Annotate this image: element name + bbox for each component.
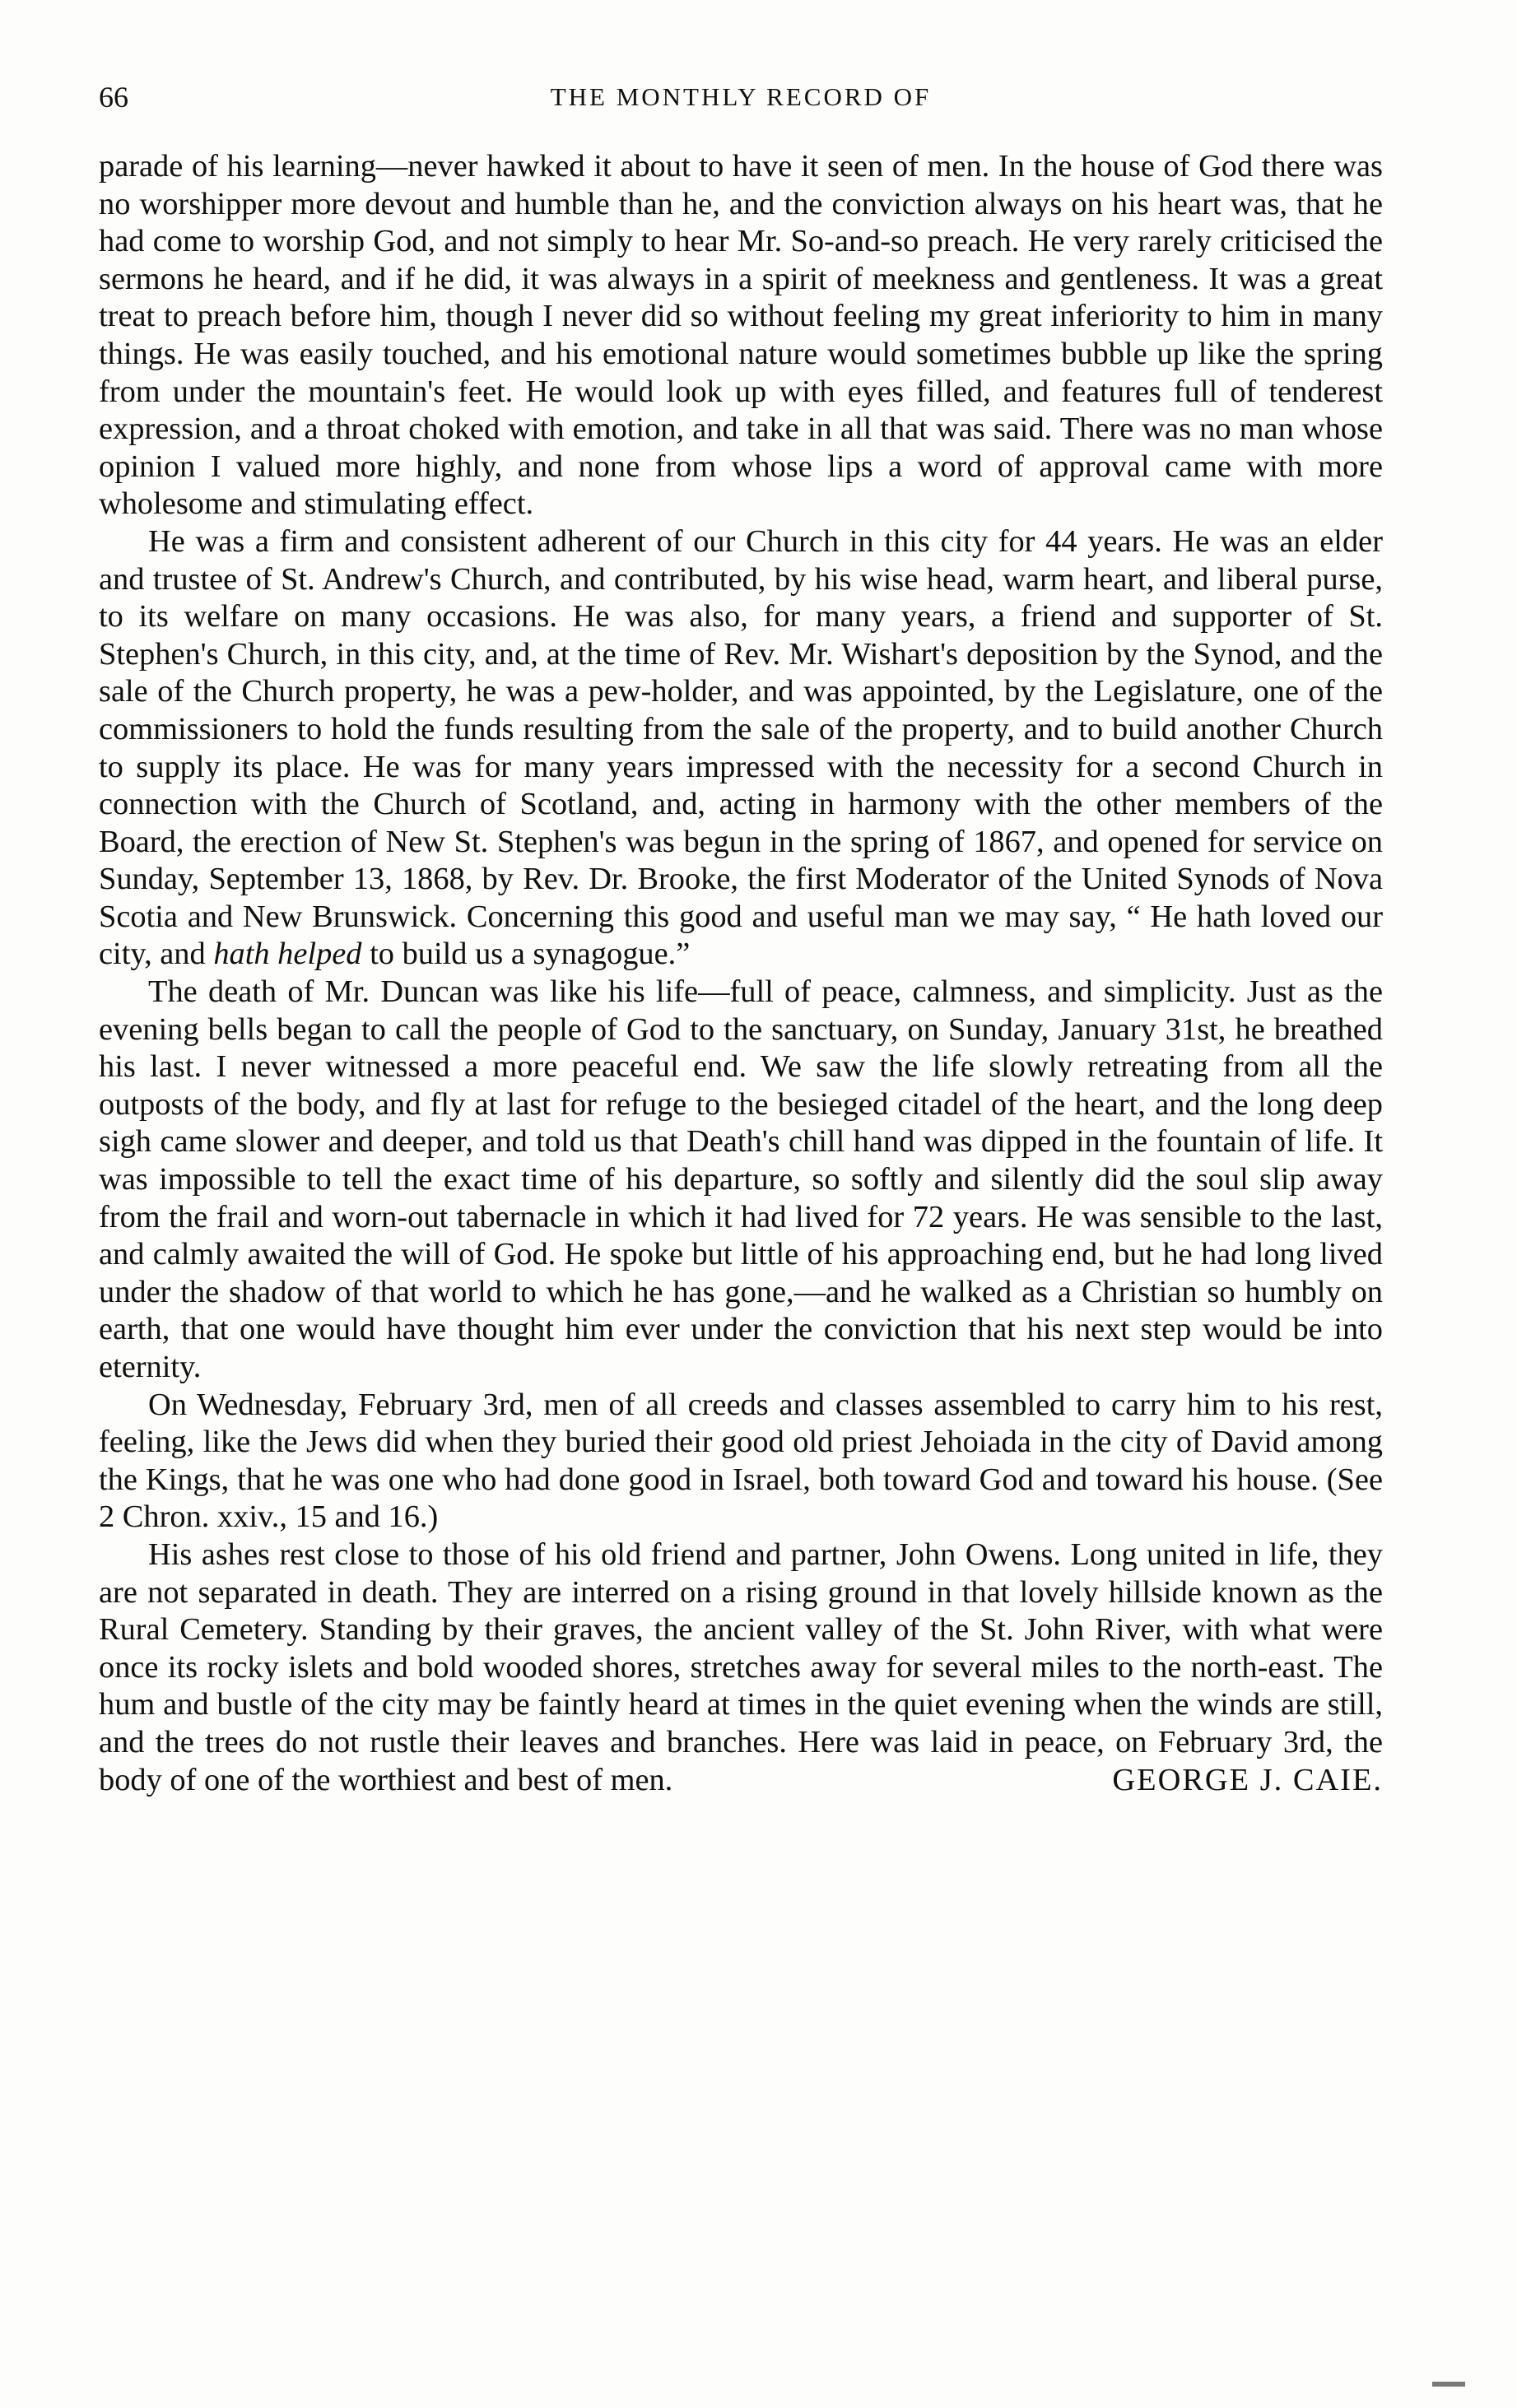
article-body xyxy=(99,148,1383,1799)
paragraph-learning: parade of his learning—never hawked it about to have it seen of men. In the house of God there was no worshipper more devout and humble than he, and the conviction always on his heart was, that he had come to worship God, and not simply to hear Mr. So-and-so preach. He very rarely criticised the sermons he heard, and if he did, it was always in a spirit of meekness and gentleness. It was a great treat to preach before him, though I never did so without feeling my great inferiority to him in many things. He was easily touched, and his emotional nature would sometimes bubble up like the spring from under the mountain's feet. He would look up with eyes filled, and features full of tenderest expression, and a throat choked with emotion, and take in all that was said. There was no man whose opinion I valued more highly, and none from whose lips a word of approval came with more wholesome and stimulating effect. xyxy=(99,149,1383,522)
printer-mark xyxy=(1432,2382,1465,2387)
paragraph-text: His ashes rest close to those of his old friend and partner, John Owens. Long united in life, they are not separated in death. They are interred on a rising ground in that lovely hillside known as the Rural Cemetery. Standing by their graves, the ancient valley of the St. John River, with what were once its rocky islets and bold wooded shores, stretches away for several miles to the north-east. The hum and bustle of the city may be faintly heard at times in the quiet evening when the winds are still, and the trees do not rustle their leaves and branches. Here was laid in peace, on February 3rd, the body of one of the worthiest and best of men. xyxy=(99,1536,1383,1797)
paragraph-text: He was a firm and consistent adherent of our Church in this city for 44 years. He was an elder and trustee of St. Andrew's Church, and contributed, by his wise head, warm heart, and liberal purse, to its welfare on many occasions. He was also, for many years, a friend and supporter of St. Stephen's Church, in this city, and, at the time of Rev. Mr. Wishart's deposition by the Synod, and the sale of the Church property, he was a pew-holder, and was appointed, by the Legislature, one of the commissioners to hold the funds resulting from the sale of the property, and to build another Church to supply its place. He was for many years impressed with the necessity for a second Church in connection with the Church of Scotland, and, acting in harmony with the other members of the Board, the erection of New St. Stephen's was begun in the spring of 1867, and opened for service on Sunday, September 13, 1868, by Rev. Dr. Brooke, the first Moderator of the United Synods of Nova Scotia and New Brunswick. Concerning this good and useful man we may say, “ He hath loved our city, and xyxy=(99,523,1383,972)
paragraph-burial xyxy=(99,1536,1383,1799)
paragraph-death: The death of Mr. Duncan was like his life—full of peace, calmness, and simplicity. Just as the evening bells began to call the people of God to the sanctuary, on Sunday, January 31st, he breathed his last. I never witnessed a more peaceful end. We saw the life slowly retreating from all the outposts of the body, and fly at last for refuge to the besieged citadel of the heart, and the long deep sigh came slower and deeper, and told us that Death's chill hand was dipped in the fountain of life. It was impossible to tell the exact time of his departure, so softly and silently did the soul slip away from the frail and worn-out tabernacle in which it had lived for 72 years. He was sensible to the last, and calmly awaited the will of God. He spoke but little of his approaching end, but he had long lived under the shadow of that world to which he has gone,—and he walked as a Christian so humbly on earth, that one would have thought him ever under the conviction that his next step would be into eternity. xyxy=(99,974,1383,1384)
paragraph-funeral: On Wednesday, February 3rd, men of all creeds and classes assembled to carry him to his rest, feeling, like the Jews did when they buried their good old priest Jehoiada in the city of David among the Kings, that he was one who had done good in Israel, both toward God and toward his house. (See 2 Chron. xxiv., 15 and 16.) xyxy=(99,1387,1383,1535)
paragraph-church-adherent xyxy=(99,523,1383,974)
journal-title: THE MONTHLY RECORD OF xyxy=(550,82,932,111)
italic-phrase: hath helped xyxy=(213,937,362,972)
paragraph-text: to build us a synagogue.” xyxy=(370,937,691,972)
author-signature: GEORGE J. CAIE. xyxy=(1112,1762,1383,1797)
running-head xyxy=(99,72,1383,122)
page-number: 66 xyxy=(99,81,128,114)
